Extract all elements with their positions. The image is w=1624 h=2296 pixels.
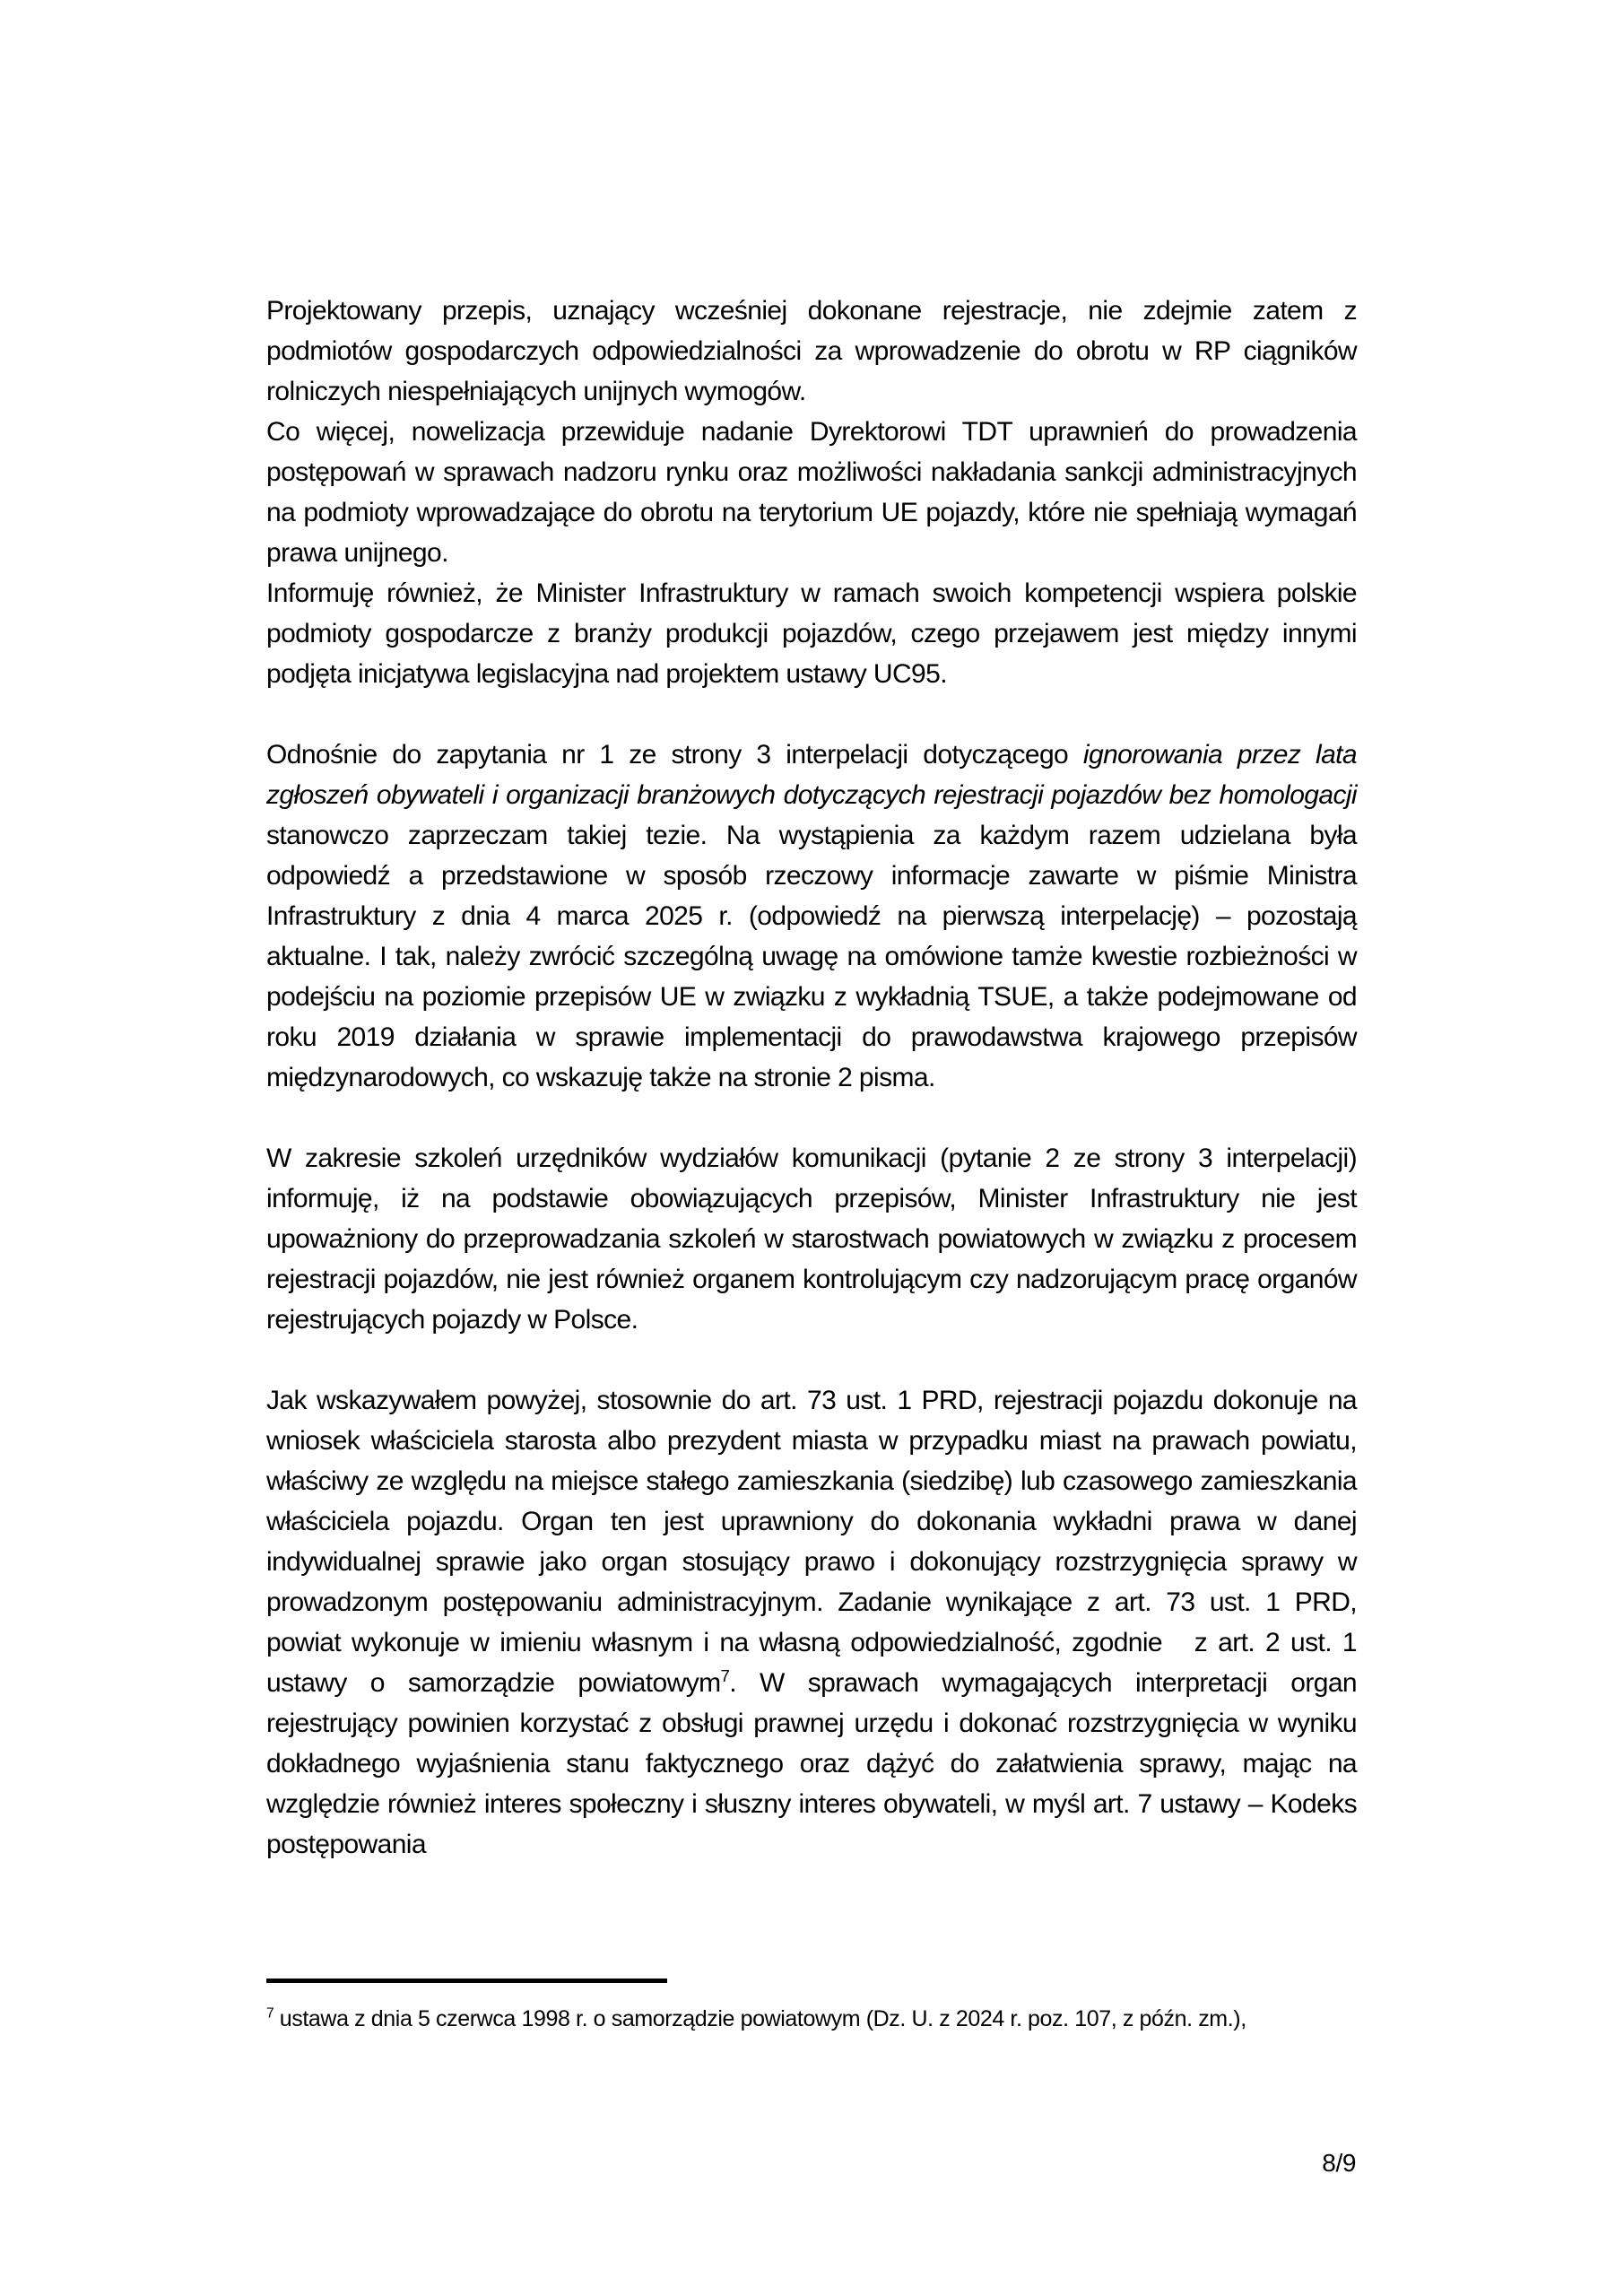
footnote (266, 2005, 1357, 2033)
paragraph-4 (266, 735, 1357, 1098)
paragraph-6-text-before-ref: Jak wskazywałem powyżej, stosownie do art. 73 ust. 1 PRD, rejestracji pojazdu dokonuje na wniosek właściciela starosta albo prezydent miasta w przypadku miast na prawach powiatu, właściwy ze względu na miejsce stałego zamieszkania (siedzibę) lub czasowego zamieszkania właściciela pojazdu. Organ ten jest uprawniony do dokonania wykładni prawa w danej indywidualnej sprawie jako organ stosujący prawo i dokonujący rozstrzygnięcia sprawy w prowadzonym postępowaniu administracyjnym. Zadanie wynikające z art. 73 ust. 1 PRD, powiat wykonuje w imieniu własnym i na własną odpowiedzialność, zgodnie z art. 2 ust. 1 ustawy o samorządzie powiatowym (266, 1386, 1357, 1698)
paragraph-5 (266, 1138, 1357, 1340)
paragraph-4-text-after-italic: stanowczo zaprzeczam takiej tezie. Na wystąpienia za każdym razem udzielana była odpowiedź a przedstawione w sposób rzeczowy informacje zawarte w piśmie Ministra Infrastruktury z dnia 4 marca 2025 r. (odpowiedź na pierwszą interpelację) – pozostają aktualne. I tak, należy zwrócić szczególną uwagę na omówione tamże kwestie rozbieżności w podejściu na poziomie przepisów UE w związku z wykładnią TSUE, a także podejmowane od roku 2019 działania w sprawie implementacji do prawodawstwa krajowego przepisów międzynarodowych, co wskazuję także na stronie 2 pisma. (266, 821, 1357, 1092)
paragraph-4-italic-segment: ignorowania przez lata zgłoszeń obywateli i organizacji branżowych dotyczących rejestracji pojazdów bez homologacji (266, 740, 1357, 810)
paragraph-1 (266, 291, 1357, 412)
paragraph-2 (266, 412, 1357, 573)
page-number: 8/9 (1322, 2149, 1356, 2177)
document-body (266, 291, 1357, 1865)
paragraph-3-text: Informuję również, że Minister Infrastruktury w ramach swoich kompetencji wspiera polskie podmioty gospodarcze z branży produkcji pojazdów, czego przejawem jest między innymi podjęta inicjatywa legislacyjna nad projektem ustawy UC95. (266, 578, 1357, 689)
paragraph-1-text: Projektowany przepis, uznający wcześniej dokonane rejestracje, nie zdejmie zatem z podmiotów gospodarczych odpowiedzialności za wprowadzenie do obrotu w RP ciągników rolniczych niespełniających unijnych wymogów. (266, 296, 1357, 406)
footnote-separator (266, 1979, 667, 1983)
paragraph-5-text: W zakresie szkoleń urzędników wydziałów komunikacji (pytanie 2 ze strony 3 interpelacji) informuję, iż na podstawie obowiązujących przepisów, Minister Infrastruktury nie jest upoważniony do przeprowadzania szkoleń w starostwach powiatowych w związku z procesem rejestracji pojazdów, nie jest również organem kontrolującym czy nadzorującym pracę organów rejestrujących pojazdy w Polsce. (266, 1144, 1357, 1335)
footnote-reference-7: 7 (720, 1666, 730, 1685)
paragraph-4-text-before-italic: Odnośnie do zapytania nr 1 ze strony 3 interpelacji dotyczącego (266, 740, 1083, 770)
footnote-marker: 7 (266, 2005, 274, 2022)
paragraph-3 (266, 573, 1357, 694)
footnote-area (266, 1979, 1357, 2033)
paragraph-6 (266, 1380, 1357, 1865)
paragraph-2-text: Co więcej, nowelizacja przewiduje nadanie Dyrektorowi TDT uprawnień do prowadzenia postępowań w sprawach nadzoru rynku oraz możliwości nakładania sankcji administracyjnych na podmioty wprowadzające do obrotu na terytorium UE pojazdy, które nie spełniają wymagań prawa unijnego. (266, 417, 1357, 568)
paragraph-6-text-after-ref: . W sprawach wymagających interpretacji organ rejestrujący powinien korzystać z obsługi prawnej urzędu i dokonać rozstrzygnięcia w wyniku dokładnego wyjaśnienia stanu faktycznego oraz dążyć do załatwienia sprawy, mając na względzie również interes społeczny i słuszny interes obywateli, w myśl art. 7 ustawy – Kodeks postępowania (266, 1668, 1357, 1859)
footnote-text: ustawa z dnia 5 czerwca 1998 r. o samorządzie powiatowym (Dz. U. z 2024 r. poz. 107, z późn. zm.), (274, 2006, 1246, 2031)
